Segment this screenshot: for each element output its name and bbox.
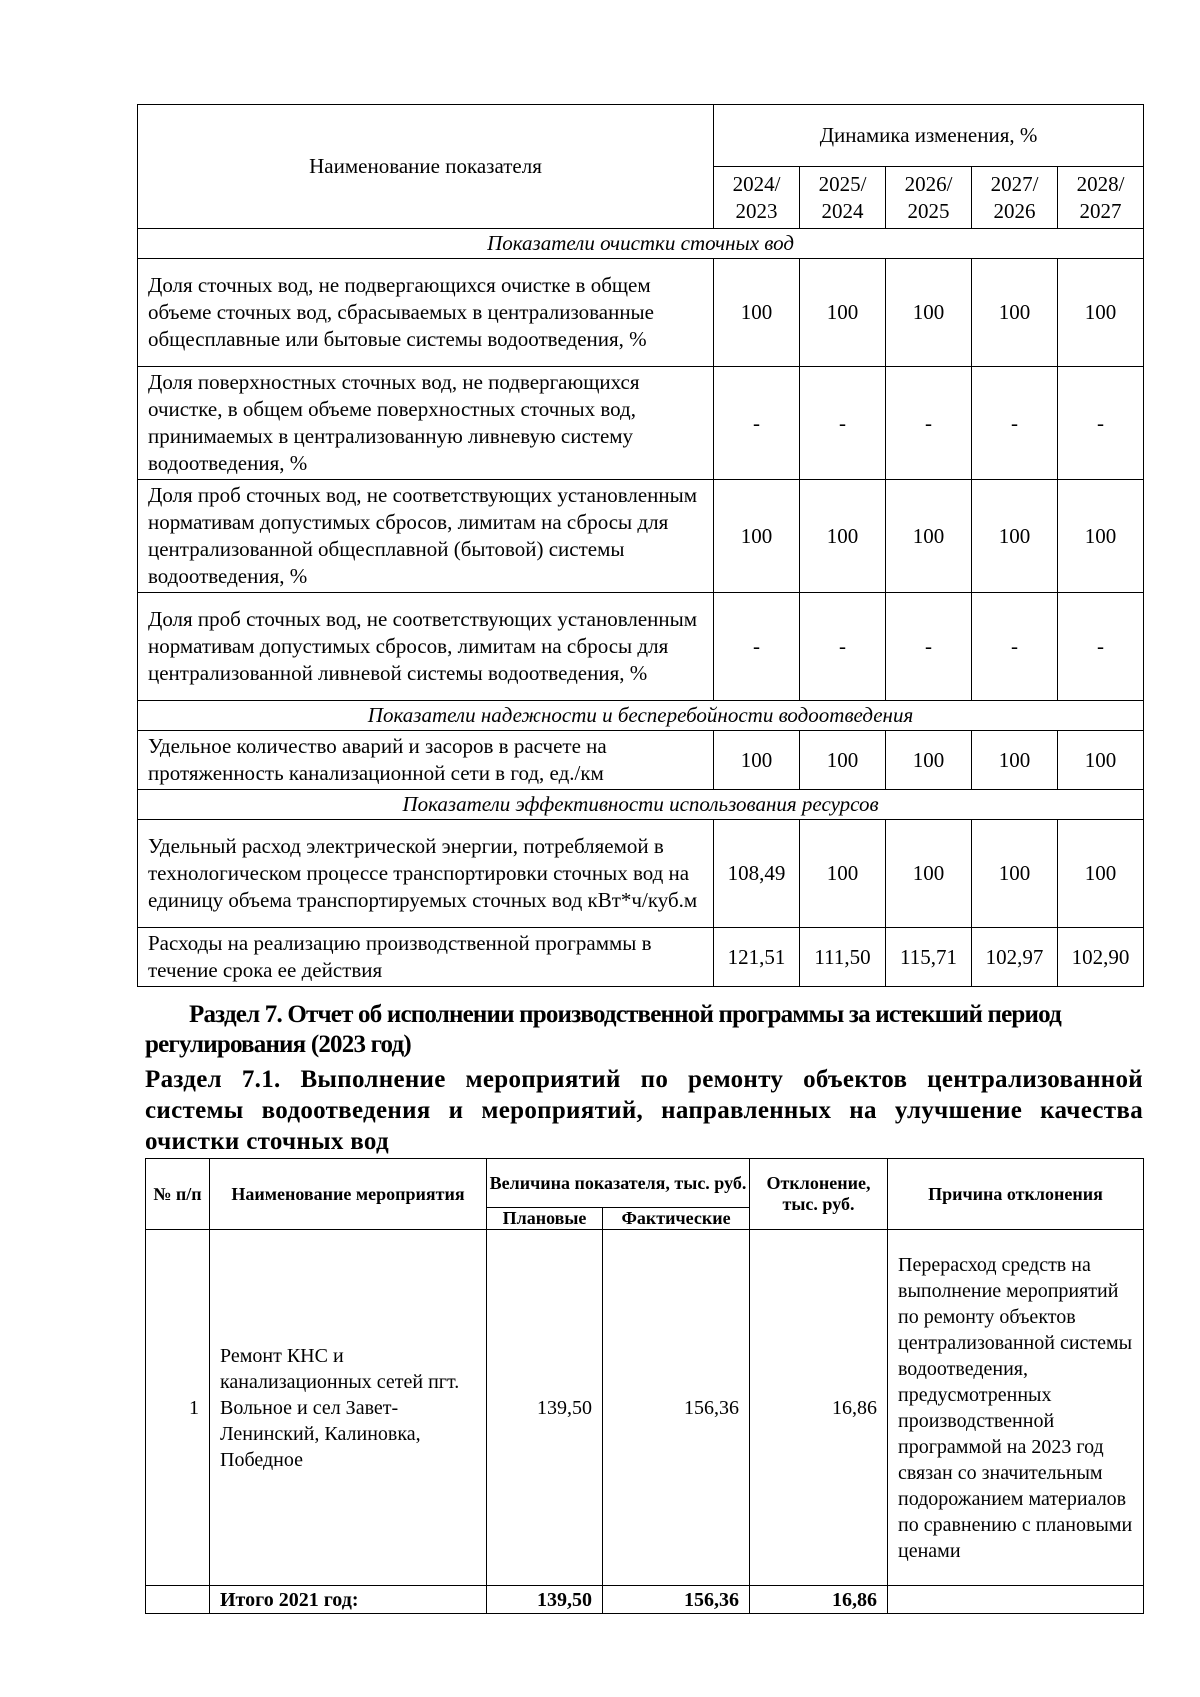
period-header: 2024/ 2023 <box>714 167 800 229</box>
indicator-name: Удельный расход электрической энергии, потребляемой в технологическом процессе транспортировки сточных вод на единицу объема транспортируемых сточных вод кВт*ч/куб.м <box>138 820 714 928</box>
indicator-value: - <box>886 593 972 701</box>
indicator-name-header: Наименование показателя <box>138 105 714 229</box>
indicator-value: 100 <box>800 731 886 790</box>
indicator-value: - <box>972 593 1058 701</box>
indicator-value: 111,50 <box>800 928 886 987</box>
indicator-value: - <box>800 367 886 480</box>
period-header: 2027/ 2026 <box>972 167 1058 229</box>
indicator-value: 100 <box>1058 820 1144 928</box>
dynamics-header: Динамика изменения, % <box>714 105 1144 167</box>
fact-header: Фактические <box>603 1208 750 1230</box>
reason-header: Причина отклонения <box>888 1159 1144 1230</box>
indicator-value: 100 <box>800 259 886 367</box>
indicator-name: Расходы на реализацию производственной программы в течение срока ее действия <box>138 928 714 987</box>
indicator-value: - <box>1058 593 1144 701</box>
deviation-reason: Перерасход средств на выполнение мероприятий по ремонту объектов централизованной системы водоотведения, предусмотренных производственной программой на 2023 год связан со значительным подорожанием материалов по сравнению с плановыми ценами <box>888 1230 1144 1586</box>
section-title: Показатели эффективности использования ресурсов <box>138 790 1144 820</box>
indicator-value: 100 <box>972 259 1058 367</box>
section-title: Показатели очистки сточных вод <box>138 229 1144 259</box>
row-number: 1 <box>146 1230 210 1586</box>
indicator-value: 100 <box>800 480 886 593</box>
indicator-value: 102,90 <box>1058 928 1144 987</box>
total-fact: 156,36 <box>603 1586 750 1614</box>
indicator-value: 100 <box>886 259 972 367</box>
period-header: 2026/ 2025 <box>886 167 972 229</box>
total-label: Итого 2021 год: <box>210 1586 487 1614</box>
num-header: № п/п <box>146 1159 210 1230</box>
value-header: Величина показателя, тыс. руб. <box>487 1159 750 1208</box>
indicator-value: 100 <box>1058 731 1144 790</box>
indicator-value: 100 <box>886 820 972 928</box>
deviation-header: Отклонение, тыс. руб. <box>750 1159 888 1230</box>
indicator-name: Доля поверхностных сточных вод, не подвергающихся очистке, в общем объеме поверхностных сточных вод, принимаемых в централизованную ливневую систему водоотведения, % <box>138 367 714 480</box>
indicator-value: 100 <box>800 820 886 928</box>
fact-value: 156,36 <box>603 1230 750 1586</box>
indicator-name: Удельное количество аварий и засоров в расчете на протяженность канализационной сети в год, ед./км <box>138 731 714 790</box>
indicator-value: 100 <box>1058 480 1144 593</box>
indicator-name: Доля проб сточных вод, не соответствующих установленным нормативам допустимых сбросов, лимитам на сбросы для централизованной ливневой системы водоотведения, % <box>138 593 714 701</box>
indicator-value: - <box>800 593 886 701</box>
indicator-value: 115,71 <box>886 928 972 987</box>
plan-value: 139,50 <box>487 1230 603 1586</box>
activities-table <box>145 1158 1144 1614</box>
indicator-value: 100 <box>886 480 972 593</box>
indicator-value: 100 <box>972 820 1058 928</box>
indicator-value: 100 <box>972 480 1058 593</box>
indicator-value: - <box>714 367 800 480</box>
indicator-name: Доля проб сточных вод, не соответствующих установленным нормативам допустимых сбросов, лимитам на сбросы для централизованной общесплавной (бытовой) системы водоотведения, % <box>138 480 714 593</box>
indicator-value: 100 <box>972 731 1058 790</box>
indicator-value: - <box>972 367 1058 480</box>
section-7-1-heading: Раздел 7.1. Выполнение мероприятий по ремонту объектов централизованной системы водоотведения и мероприятий, направленных на улучшение качества очистки сточных вод <box>145 1066 1143 1155</box>
period-header: 2028/ 2027 <box>1058 167 1144 229</box>
indicator-value: 100 <box>886 731 972 790</box>
indicator-value: 100 <box>714 480 800 593</box>
section-title: Показатели надежности и бесперебойности водоотведения <box>138 701 1144 731</box>
period-header: 2025/ 2024 <box>800 167 886 229</box>
indicator-value: - <box>714 593 800 701</box>
activity-name: Ремонт КНС и канализационных сетей пгт. Вольное и сел Завет-Ленинский, Калиновка, Победное <box>210 1230 487 1586</box>
indicator-value: 121,51 <box>714 928 800 987</box>
indicator-name: Доля сточных вод, не подвергающихся очистке в общем объеме сточных вод, сбрасываемых в централизованные общесплавные или бытовые системы водоотведения, % <box>138 259 714 367</box>
activity-name-header: Наименование мероприятия <box>210 1159 487 1230</box>
indicators-table <box>137 104 1144 987</box>
section-7-heading: Раздел 7. Отчет об исполнении производственной программы за истекший период регулирования (2023 год) <box>145 1001 1061 1058</box>
total-deviation: 16,86 <box>750 1586 888 1614</box>
total-plan: 139,50 <box>487 1586 603 1614</box>
indicator-value: 100 <box>714 259 800 367</box>
total-reason-empty <box>888 1586 1144 1614</box>
indicator-value: 102,97 <box>972 928 1058 987</box>
indicator-value: 108,49 <box>714 820 800 928</box>
plan-header: Плановые <box>487 1208 603 1230</box>
indicator-value: 100 <box>714 731 800 790</box>
indicator-value: - <box>1058 367 1144 480</box>
deviation-value: 16,86 <box>750 1230 888 1586</box>
indicator-value: - <box>886 367 972 480</box>
indicator-value: 100 <box>1058 259 1144 367</box>
total-empty-cell <box>146 1586 210 1614</box>
